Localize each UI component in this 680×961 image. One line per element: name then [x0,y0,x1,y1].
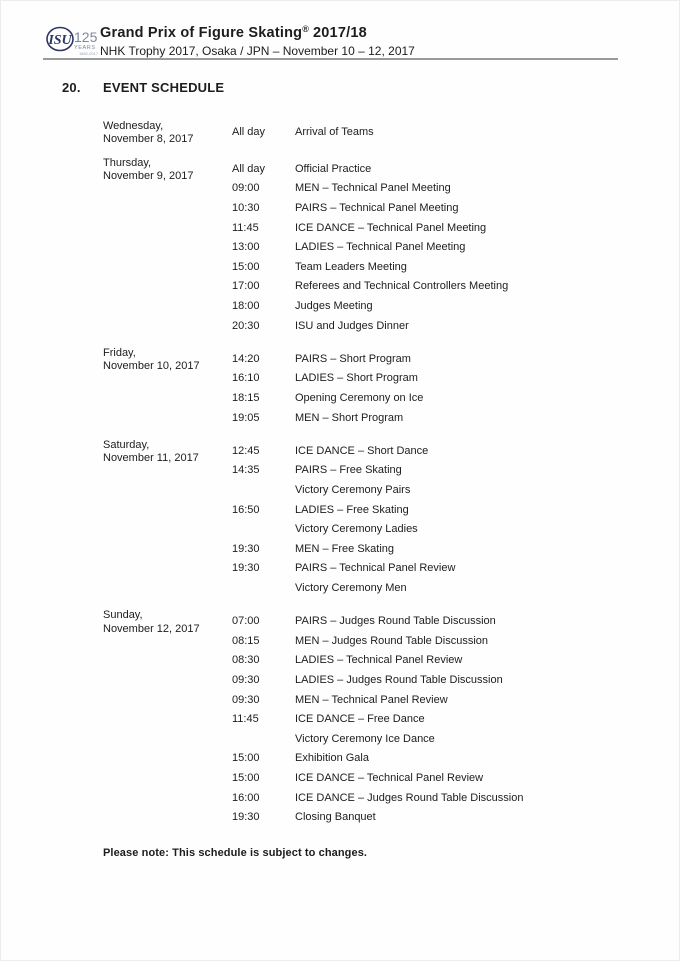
event-name: ISU and Judges Dinner [295,319,409,332]
section-title: EVENT SCHEDULE [103,80,225,95]
schedule-row [232,504,623,524]
logo-years-range: 1892-2017 [79,51,98,56]
event-time [232,582,295,602]
schedule-row [232,445,623,465]
event-name: Team Leaders Meeting [295,260,407,273]
event-time: 17:00 [232,280,260,293]
schedule-row [232,523,623,543]
event-time: 16:00 [232,791,260,804]
schedule-row [232,372,623,392]
header-divider [43,58,618,60]
event-time: 15:00 [232,771,260,784]
event-time: 20:30 [232,319,260,332]
event-subtitle: NHK Trophy 2017, Osaka / JPN – November 10 – 12, 2017 [100,44,415,58]
event-time: 10:30 [232,202,260,215]
event-name: PAIRS – Free Skating [295,464,402,477]
isu-125-years-icon [46,24,98,58]
event-time: 14:20 [232,352,260,365]
event-name: PAIRS – Technical Panel Meeting [295,202,459,215]
schedule-row [232,261,623,281]
schedule-row [232,392,623,412]
schedule-row [232,772,623,792]
day-column [103,120,232,147]
day-rows [232,609,623,831]
day-name: Wednesday, [103,120,164,132]
event-time: 19:30 [232,811,260,824]
event-time: 15:00 [232,752,260,765]
schedule-row [232,733,623,753]
schedule-day-block [103,439,623,602]
day-rows [232,157,623,339]
event-time: All day [232,126,266,138]
event-name: Victory Ceremony Ice Dance [295,732,435,745]
event-name: Victory Ceremony Pairs [295,483,411,496]
event-name: LADIES – Technical Panel Meeting [295,241,466,254]
logo-years-number: 125 [74,29,98,45]
event-time: 08:30 [232,654,260,667]
schedule-row [232,792,623,812]
event-time [232,484,295,504]
logo-years-label: YEARS [74,45,96,51]
schedule-row [232,280,623,300]
schedule-row [232,654,623,674]
day-date: November 11, 2017 [103,452,199,465]
event-time: 09:30 [232,693,260,706]
schedule-row [232,412,623,432]
event-name: Opening Ceremony on Ice [295,392,424,405]
schedule-day-block [103,120,623,147]
event-name: MEN – Judges Round Table Discussion [295,634,489,647]
schedule-row [232,635,623,655]
event-time: 19:30 [232,562,260,575]
event-name: LADIES – Technical Panel Review [295,654,463,667]
schedule-row [232,202,623,222]
schedule-row [232,241,623,261]
day-name: Sunday, [103,609,143,622]
day-column [103,439,232,602]
event-name: LADIES – Short Program [295,372,418,385]
schedule-row [232,752,623,772]
schedule-row [232,126,623,146]
schedule-row [232,300,623,320]
event-name: Referees and Technical Controllers Meeting [295,280,509,293]
event-name: ICE DANCE – Free Dance [295,713,425,726]
event-name: Arrival of Teams [295,126,374,138]
section-heading [62,80,224,95]
day-column [103,157,232,339]
season-text: 2017/18 [313,25,367,41]
event-name: MEN – Technical Panel Review [295,693,448,706]
event-time: 13:00 [232,241,260,254]
event-name: PAIRS – Short Program [295,352,411,365]
event-time: 16:50 [232,503,260,516]
document-title [100,24,415,41]
event-name: Closing Banquet [295,811,376,824]
event-time: All day [232,162,266,175]
schedule-row [232,543,623,563]
schedule-note: Please note: This schedule is subject to changes. [103,847,368,859]
event-time: 07:00 [232,615,260,628]
event-time: 18:15 [232,392,260,405]
day-rows [232,439,623,602]
event-time: 15:00 [232,260,260,273]
event-time: 12:45 [232,444,260,457]
section-number: 20. [62,80,81,95]
schedule-row [232,615,623,635]
day-rows [232,120,623,147]
event-time [232,523,295,543]
schedule-row [232,353,623,373]
event-time: 09:30 [232,673,260,686]
event-time: 09:00 [232,182,260,195]
day-date: November 12, 2017 [103,622,200,635]
schedule-row [232,674,623,694]
day-column [103,609,232,831]
day-rows [232,347,623,431]
schedule-row [232,163,623,183]
event-name: LADIES – Judges Round Table Discussion [295,673,503,686]
day-date: November 10, 2017 [103,360,200,373]
logo-isu-text: ISU [48,33,72,48]
day-date: November 8, 2017 [103,133,194,146]
event-name: ICE DANCE – Technical Panel Review [295,771,484,784]
schedule-row [232,582,623,602]
day-name: Friday, [103,346,136,359]
event-name: Official Practice [295,162,372,175]
event-time: 19:30 [232,542,260,555]
schedule-day-block [103,347,623,431]
event-name: ICE DANCE – Short Dance [295,444,429,457]
schedule-row [232,182,623,202]
schedule-row [232,222,623,242]
event-name: PAIRS – Technical Panel Review [295,562,456,575]
event-name: ICE DANCE – Technical Panel Meeting [295,221,487,234]
schedule-day-block [103,157,623,339]
event-name: PAIRS – Judges Round Table Discussion [295,615,496,628]
schedule-row [232,811,623,831]
document-header [100,24,415,58]
event-time: 14:35 [232,464,260,477]
schedule-row [232,713,623,733]
event-name: MEN – Free Skating [295,542,395,555]
event-name: ICE DANCE – Judges Round Table Discussion [295,791,524,804]
event-time: 11:45 [232,713,259,726]
event-name: Victory Ceremony Ladies [295,523,418,536]
event-schedule [103,120,623,838]
schedule-day-block [103,609,623,831]
event-name: MEN – Short Program [295,411,404,424]
registered-mark: ® [302,24,310,34]
schedule-row [232,562,623,582]
title-text: Grand Prix of Figure Skating [100,25,303,41]
schedule-row [232,484,623,504]
event-time: 08:15 [232,634,260,647]
event-time: 11:45 [232,221,259,234]
day-column [103,347,232,431]
day-name: Saturday, [103,438,150,451]
event-time: 18:00 [232,300,260,313]
event-time [232,733,295,753]
event-name: Victory Ceremony Men [295,582,407,594]
schedule-row [232,694,623,714]
event-name: LADIES – Free Skating [295,503,409,516]
event-time: 19:05 [232,411,260,424]
event-name: MEN – Technical Panel Meeting [295,182,451,195]
event-time: 16:10 [232,372,260,385]
day-date: November 9, 2017 [103,170,194,183]
schedule-row [232,464,623,484]
event-name: Exhibition Gala [295,752,369,765]
day-name: Thursday, [103,156,152,169]
schedule-row [232,320,623,340]
event-name: Judges Meeting [295,300,373,313]
